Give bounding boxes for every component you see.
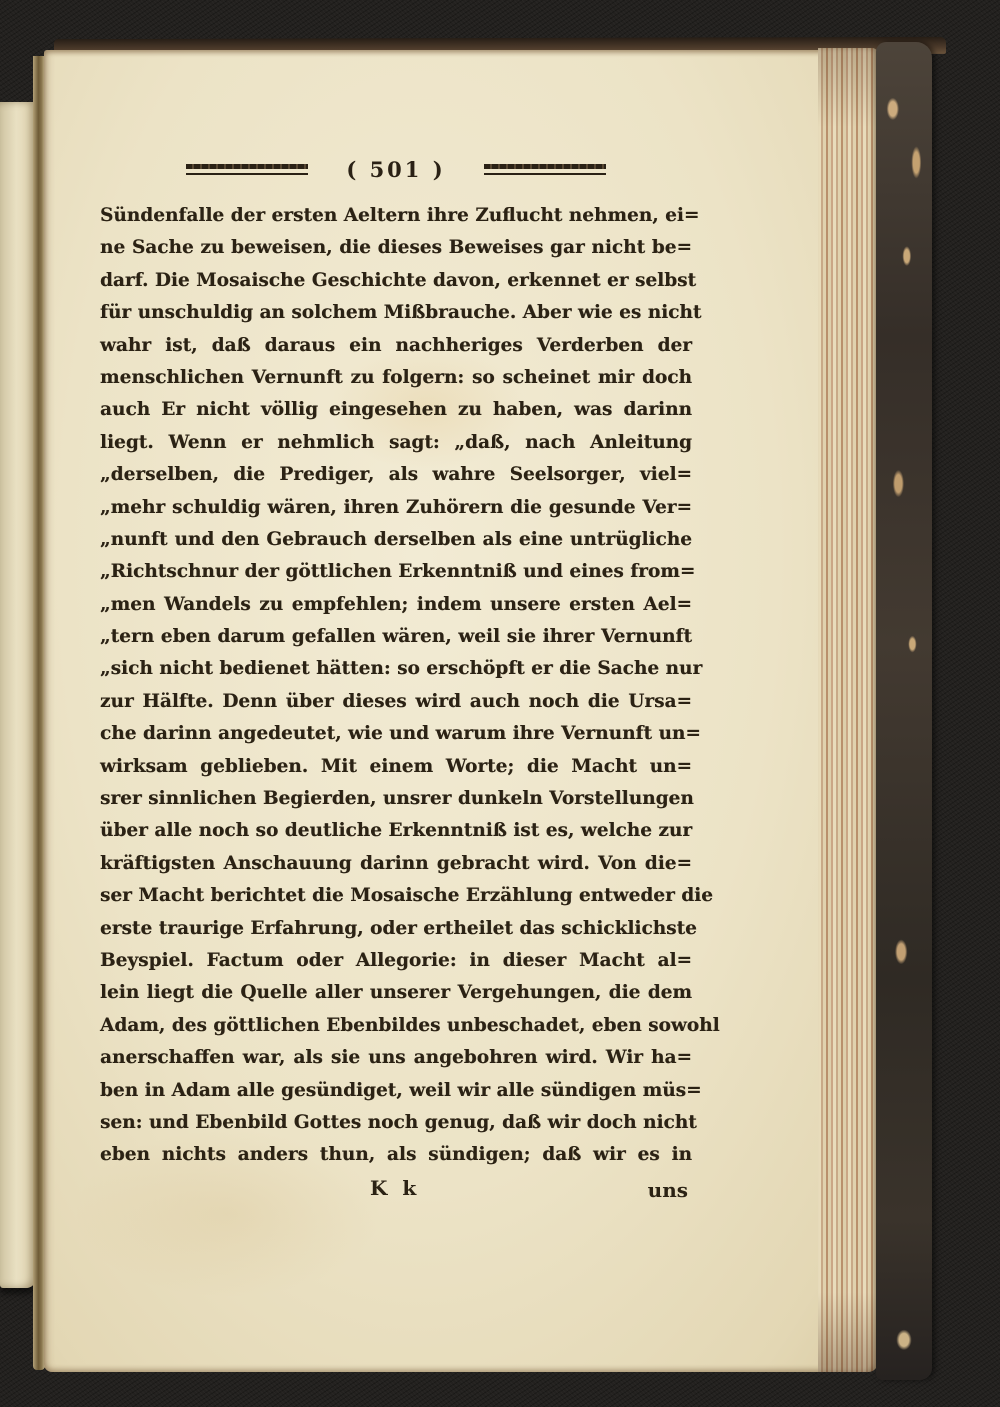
text-line: „sich nicht bedienet hätten: so erschöpft er die Sache nur (100, 658, 703, 680)
page-header (100, 154, 692, 184)
text-line: zur Hälfte. Denn über dieses wird auch noch die Ursa= (100, 690, 692, 712)
text-line: eben nichts anders thun, als sündigen; daß wir es in (100, 1144, 692, 1166)
text-line: ben in Adam alle gesündiget, weil wir alle sündigen müs= (100, 1079, 702, 1101)
text-line: wirksam geblieben. Mit einem Worte; die Macht un= (100, 755, 692, 777)
text-line: „tern eben darum gefallen wären, weil sie ihrer Vernunft (100, 626, 692, 648)
text-line: ne Sache zu beweisen, die dieses Beweises gar nicht be= (100, 237, 692, 259)
text-line: erste traurige Erfahrung, oder ertheilet das schicklichste (100, 917, 697, 939)
text-line: auch Er nicht völlig eingesehen zu haben, was darinn (100, 399, 692, 421)
text-line: kräftigsten Anschauung darinn gebracht wird. Von die= (100, 852, 692, 874)
scanned-page (44, 50, 878, 1372)
catchword: uns (647, 1178, 688, 1202)
text-line: wahr ist, daß daraus ein nachheriges Verderben der (100, 334, 692, 356)
text-line: che darinn angedeutet, wie und warum ihre Vernunft un= (100, 723, 701, 745)
signature-mark: K k (370, 1176, 421, 1200)
header-rule-right (484, 164, 606, 175)
text-line: anerschaffen war, als sie uns angebohren wird. Wir ha= (100, 1047, 692, 1069)
text-line: „men Wandels zu empfehlen; indem unsere ersten Ael= (100, 593, 692, 615)
text-line: Beyspiel. Factum oder Allegorie: in dieser Macht al= (100, 949, 692, 971)
text-line: liegt. Wenn er nehmlich sagt: „daß, nach Anleitung (100, 431, 692, 453)
fore-edge-pages (818, 48, 878, 1372)
page-footer (100, 1176, 692, 1210)
facing-page-edge (0, 102, 36, 1288)
text-line: Adam, des göttlichen Ebenbildes unbeschadet, eben sowohl (100, 1014, 720, 1036)
body-text (100, 200, 720, 1172)
text-line: sen: und Ebenbild Gottes noch genug, daß wir doch nicht (100, 1111, 697, 1133)
page-number: ( 501 ) (346, 156, 446, 182)
text-line: „derselben, die Prediger, als wahre Seelsorger, viel= (100, 464, 692, 486)
text-line: über alle noch so deutliche Erkenntniß ist es, welche zur (100, 820, 693, 842)
text-line: menschlichen Vernunft zu folgern: so scheinet mir doch (100, 366, 692, 388)
text-line: Sündenfalle der ersten Aeltern ihre Zuflucht nehmen, ei= (100, 205, 700, 226)
book-cover-edge (876, 42, 932, 1380)
text-line: lein liegt die Quelle aller unserer Vergehungen, die dem (100, 982, 692, 1004)
text-line: srer sinnlichen Begierden, unsrer dunkeln Vorstellungen (100, 788, 694, 810)
text-line: „mehr schuldig wären, ihren Zuhörern die gesunde Ver= (100, 496, 692, 518)
text-line: darf. Die Mosaische Geschichte davon, erkennet er selbst (100, 269, 697, 291)
text-line: für unschuldig an solchem Mißbrauche. Aber wie es nicht (100, 302, 702, 324)
header-rule-left (186, 164, 308, 175)
text-line: ser Macht berichtet die Mosaische Erzählung entweder die (100, 885, 713, 907)
text-line: „nunft und den Gebrauch derselben als eine untrügliche (100, 528, 692, 550)
text-line: „Richtschnur der göttlichen Erkenntniß und eines from= (100, 561, 696, 583)
